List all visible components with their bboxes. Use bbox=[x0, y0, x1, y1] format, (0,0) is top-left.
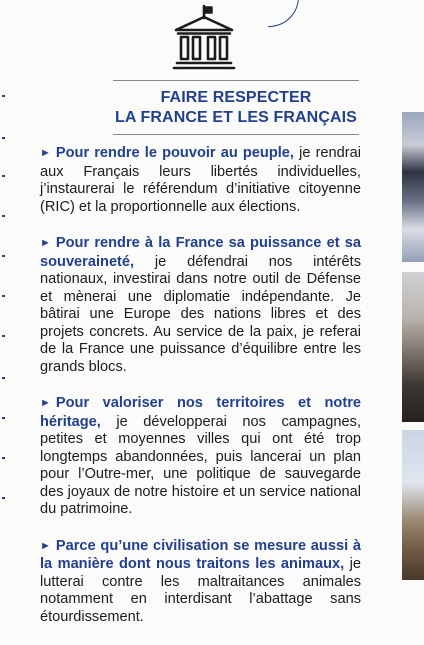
paragraph-body: je défendrai nos intérêts nationaux, investirai dans notre outil de Défense et mènerai une diplomatie indépendante. Je bâtirai une Europe des nations libres et des projets concrets. Au service de la paix, je referai de la France une puissance d’équilibre entre les grands blocs. bbox=[40, 253, 361, 375]
paragraph-body: je rendrai aux Français leurs libertés individuelles, j’instaurerai le référendum d’initiative citoyenne (RIC) et la proportionnelle aux élections. bbox=[40, 145, 361, 215]
paragraph-people-power bbox=[40, 145, 361, 216]
paragraph-lead: Parce qu’une civilisation se mesure aussi à la manière dont nous traitons les animaux, bbox=[40, 537, 361, 572]
left-edge-marks bbox=[2, 95, 6, 515]
side-photo-crowd bbox=[402, 112, 424, 262]
side-photo-portrait bbox=[402, 272, 424, 422]
title-rule-bottom bbox=[113, 134, 359, 135]
institution-building-icon bbox=[172, 4, 236, 72]
decorative-arc bbox=[268, 0, 299, 27]
section-title bbox=[113, 88, 359, 128]
section-title-line-2: LA FRANCE ET LES FRANÇAIS bbox=[115, 109, 357, 126]
section-title-line-1: FAIRE RESPECTER bbox=[160, 89, 312, 106]
paragraph-animals bbox=[40, 538, 361, 627]
paragraph-lead: Pour valoriser nos territoires et notre héritage, bbox=[40, 395, 361, 430]
paragraph-territories bbox=[40, 395, 361, 519]
paragraph-lead: Pour rendre le pouvoir au peuple, bbox=[55, 145, 294, 161]
paragraph-body: je lutterai contre les maltraitances animales notamment en interdisant l’abattage sans étourdissement. bbox=[40, 556, 361, 625]
title-rule-top bbox=[113, 80, 359, 81]
paragraph-body: je développerai nos campagnes, petites et moyennes villes qui ont été trop longtemps abandonnées, puis lancerai un plan pour l’Outre-mer, une politique de sauvegarde des joyaux de notre histoire et un service national du patrimoine. bbox=[40, 413, 361, 517]
program-content bbox=[40, 145, 361, 645]
bullet-arrow-icon: ► bbox=[40, 237, 51, 249]
side-photo-village bbox=[402, 430, 424, 580]
paragraph-lead: Pour rendre à la France sa puissance et sa souveraineté, bbox=[40, 235, 361, 270]
paragraph-sovereignty bbox=[40, 235, 361, 376]
bullet-arrow-icon: ► bbox=[40, 397, 51, 409]
bullet-arrow-icon: ► bbox=[40, 147, 51, 159]
bullet-arrow-icon: ► bbox=[40, 539, 51, 552]
